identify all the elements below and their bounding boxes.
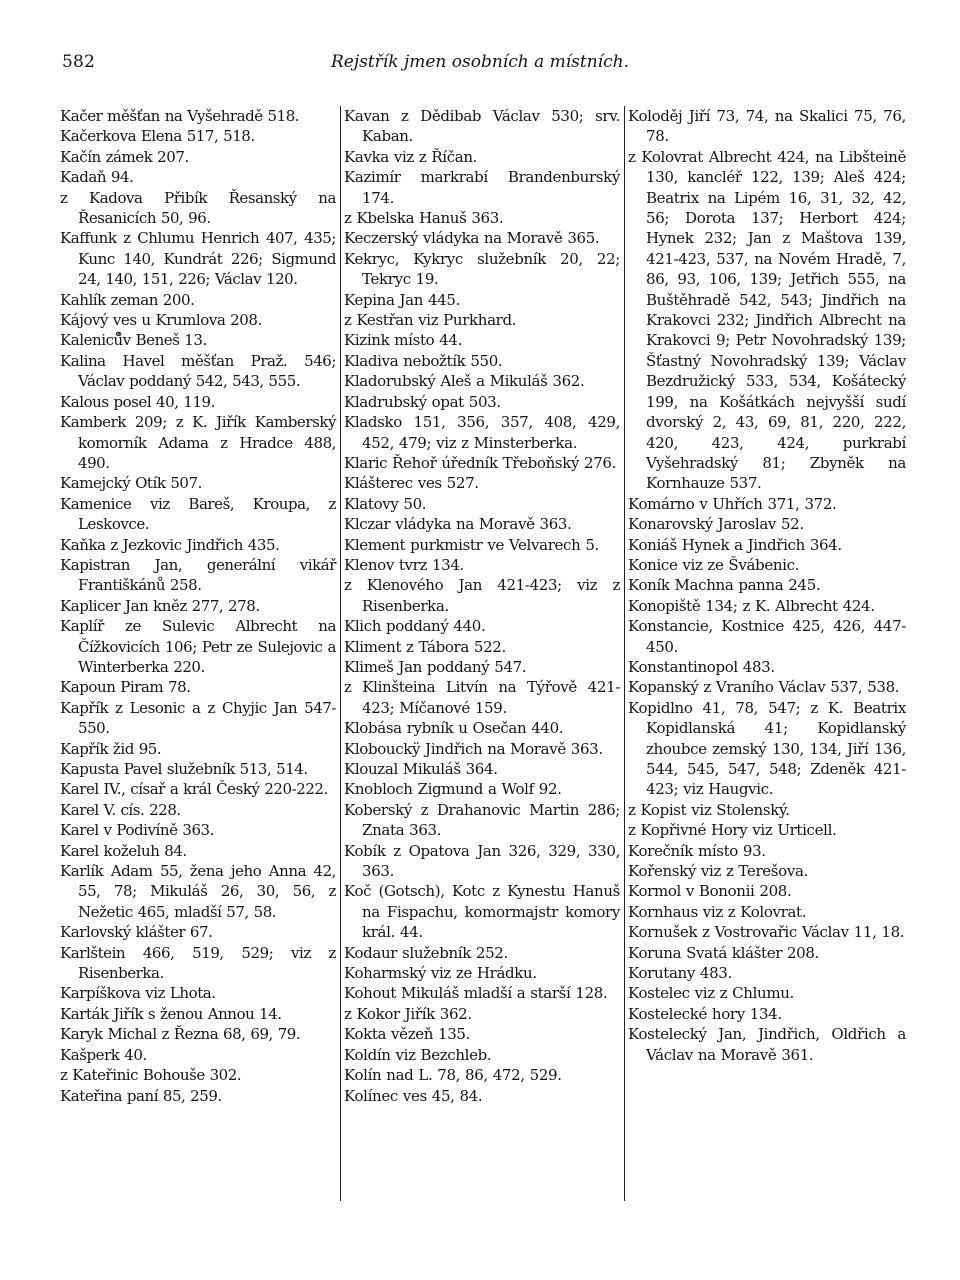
index-entry: Klich poddaný 440.: [344, 617, 486, 636]
index-entry: Klement purkmistr ve Velvarech 5.: [344, 535, 599, 554]
index-entry: Kopidlno 41, 78, 547; z K. Beatrix Kopidlanská 41; Kopidlanský zhoubce zemský 130, 134, Jiří 136, 544, 545, 547, 548; Zdeněk 421-423; viz Haugvic.: [628, 698, 906, 799]
index-entry: Klobouckÿ Jindřich na Moravě 363.: [344, 739, 603, 758]
index-entry: Kaffunk z Chlumu Henrich 407, 435; Kunc 140, Kundrát 226; Sigmund 24, 140, 151, 226; Václav 120.: [60, 229, 336, 289]
index-entry: Klenov tvrz 134.: [344, 555, 464, 574]
index-entry: Klimeš Jan poddaný 547.: [344, 657, 527, 676]
index-entry: Kamenice viz Bareš, Kroupa, z Leskovce.: [60, 494, 336, 534]
index-columns: [60, 106, 906, 1206]
index-entry: Komárno v Uhřích 371, 372.: [628, 494, 837, 513]
index-entry: Karlovský klášter 67.: [60, 923, 213, 942]
index-entry: Kavan z Dědibab Václav 530; srv. Kaban.: [344, 107, 620, 146]
index-entry: Kačer měšťan na Vyšehradě 518.: [60, 107, 300, 125]
index-entry: Kolínec ves 45, 84.: [344, 1086, 483, 1105]
index-entry: Kateřina paní 85, 259.: [60, 1086, 222, 1105]
index-entry: Kapistran Jan, generální vikář Františkánů 258.: [60, 555, 336, 595]
index-entry: Koldín viz Bezchleb.: [344, 1045, 492, 1064]
index-entry: Konstancie, Kostnice 425, 426, 447-450.: [628, 617, 906, 656]
index-entry: Kladiva nebožtík 550.: [344, 351, 503, 370]
index-entry: z Kopřivné Hory viz Urticell.: [628, 821, 837, 840]
index-entry: Kamberk 209; z K. Jiřík Kamberský komorník Adama z Hradce 488, 490.: [60, 413, 336, 472]
index-column-1: [60, 106, 336, 1202]
index-entry: Klatovy 50.: [344, 494, 427, 513]
index-entry: Kladrubský opat 503.: [344, 392, 501, 411]
index-entry: Koč (Gotsch), Kotc z Kynestu Hanuš na Fispachu, komormajstr komory král. 44.: [344, 882, 620, 942]
index-entry: Kostelecký Jan, Jindřich, Oldřich a Václav na Moravě 361.: [628, 1025, 906, 1064]
index-entry: Klouzal Mikuláš 364.: [344, 760, 498, 778]
running-title: Rejstřík jmen osobních a místních.: [330, 52, 629, 72]
index-entry: z Kbelska Hanuš 363.: [344, 209, 504, 228]
index-entry: Karel v Podivíně 363.: [60, 821, 214, 840]
index-entry: z Kopist viz Stolenský.: [628, 800, 790, 819]
index-entry: Kaplíř ze Sulevic Albrecht na Čížkovicích 106; Petr ze Sulejovic a Winterberka 220.: [60, 617, 336, 676]
index-entry: Konarovský Jaroslav 52.: [628, 515, 804, 534]
index-entry: Kapřík žid 95.: [60, 739, 162, 758]
index-entry: Knobloch Zigmund a Wolf 92.: [344, 780, 562, 799]
index-entry: Konstantinopol 483.: [628, 657, 775, 676]
index-entry: Kadaň 94.: [60, 168, 134, 187]
page-number: 582: [62, 52, 96, 72]
index-entry: Koník Machna panna 245.: [628, 576, 821, 595]
index-entry: Klášterec ves 527.: [344, 474, 479, 493]
index-column-3: [628, 106, 906, 1202]
index-entry: z Klenového Jan 421-423; viz z Risenberka.: [344, 576, 620, 615]
index-column-2: [344, 106, 620, 1202]
index-entry: Karpíškova viz Lhota.: [60, 984, 216, 1003]
index-entry: Klaric Řehoř úředník Třeboňský 276.: [344, 453, 617, 472]
index-entry: Kapřík z Lesonic a z Chyjic Jan 547-550.: [60, 698, 336, 738]
index-entry: Koloděj Jiří 73, 74, na Skalici 75, 76, 78.: [628, 107, 906, 146]
index-entry: Kohout Mikuláš mladší a starší 128.: [344, 984, 608, 1003]
index-entry: Koruna Svatá klášter 208.: [628, 943, 819, 962]
index-entry: Kodaur služebník 252.: [344, 943, 508, 962]
index-entry: Konopiště 134; z K. Albrecht 424.: [628, 596, 875, 615]
index-entry: z Kadova Přibík Řesanský na Řesanicích 50, 96.: [60, 188, 336, 228]
index-entry: Kormol v Bononii 208.: [628, 882, 792, 901]
index-entry: z Kokor Jiřík 362.: [344, 1004, 472, 1023]
index-entry: Kladsko 151, 356, 357, 408, 429, 452, 479; viz z Minsterberka.: [344, 413, 620, 452]
index-entry: Kaleniců̊v Beneš 13.: [60, 331, 207, 350]
index-entry: z Kestřan viz Purkhard.: [344, 311, 517, 330]
index-entry: Kladorubský Aleš a Mikuláš 362.: [344, 372, 585, 391]
index-entry: z Kateřinic Bohouše 302.: [60, 1066, 242, 1085]
index-entry: Kostelec viz z Chlumu.: [628, 984, 794, 1003]
index-entry: Keczerský vládyka na Moravě 365.: [344, 229, 600, 248]
index-entry: Karel IV., císař a král Český 220-222.: [60, 780, 328, 799]
index-entry: Kopanský z Vraního Václav 537, 538.: [628, 678, 900, 697]
index-entry: Kekryc, Kykryc služebník 20, 22; Tekryc 19.: [344, 249, 620, 289]
page-header: [62, 52, 898, 82]
index-entry: Kornušek z Vostrovařic Václav 11, 18.: [628, 923, 905, 942]
index-entry: Karyk Michal z Řezna 68, 69, 79.: [60, 1025, 301, 1044]
index-entry: Koberský z Drahanovic Martin 286; Znata 363.: [344, 800, 620, 840]
index-entry: Karták Jiřík s ženou Annou 14.: [60, 1004, 282, 1023]
index-entry: Kapusta Pavel služebník 513, 514.: [60, 760, 308, 778]
index-entry: Kazimír markrabí Brandenburský 174.: [344, 168, 620, 207]
index-entry: Koharmský viz ze Hrádku.: [344, 964, 537, 983]
index-entry: Kobík z Opatova Jan 326, 329, 330, 363.: [344, 841, 620, 881]
index-entry: Kizink místo 44.: [344, 331, 463, 350]
index-entry: Kornhaus viz z Kolovrat.: [628, 902, 807, 921]
index-entry: Koniáš Hynek a Jindřich 364.: [628, 535, 842, 554]
index-entry: Kamejcký Otík 507.: [60, 474, 202, 493]
index-entry: Karlík Adam 55, žena jeho Anna 42, 55, 78; Mikuláš 26, 30, 56, z Nežetic 465, mladší 57, 58.: [60, 862, 336, 921]
index-entry: Kolín nad L. 78, 86, 472, 529.: [344, 1066, 562, 1085]
index-entry: Kačín zámek 207.: [60, 147, 189, 166]
index-entry: Kaňka z Jezkovic Jindřich 435.: [60, 535, 280, 554]
column-divider: [624, 106, 625, 1201]
index-entry: Kořenský viz z Terešova.: [628, 862, 808, 881]
index-entry: Kalina Havel měšťan Praž. 546; Václav poddaný 542, 543, 555.: [60, 351, 336, 391]
index-entry: Karel koželuh 84.: [60, 841, 187, 860]
index-entry: Kačerkova Elena 517, 518.: [60, 127, 255, 146]
index-entry: Korečník místo 93.: [628, 841, 766, 860]
index-entry: Kepina Jan 445.: [344, 290, 460, 309]
index-entry: Karlštein 466, 519, 529; viz z Risenberka.: [60, 943, 336, 983]
index-entry: Karel V. cís. 228.: [60, 800, 181, 819]
index-entry: Kahlík zeman 200.: [60, 290, 195, 309]
index-entry: Klobása rybník u Osečan 440.: [344, 719, 564, 738]
index-entry: Kašperk 40.: [60, 1045, 147, 1064]
index-entry: z Klinšteina Litvín na Týřově 421-423; Míčanové 159.: [344, 678, 620, 717]
index-entry: z Kolovrat Albrecht 424, na Libšteině 130, kancléř 122, 139; Aleš 424; Beatrix na Lipém 16, 31, 32, 42, 56; Dorota 137; Herbort 424; Hynek 232; Jan z Maštova 139, 421-423, 537, na Novém Hradě, 7, 86, 93, 106, 139; Jetřich 555, na Buštěhradě 542, 543; Jindřich na Krakovci 232; Jindřich Albrecht na Krakovci 9; Petr Novohradský 139; Šťastný Novohradský 139; Václav Bezdružický 533, 534, Košátecký 199, na Košátkách nejvyšší sudí dvorský 2, 43, 69, 81, 220, 222, 420, 423, 424, purkrabí Vyšehradský 81; Zbyněk na Kornhauze 537.: [628, 147, 906, 493]
index-entry: Kájový ves u Krumlova 208.: [60, 311, 262, 330]
index-entry: Kalous posel 40, 119.: [60, 392, 215, 411]
index-entry: Kliment z Tábora 522.: [344, 637, 506, 656]
index-entry: Kapoun Piram 78.: [60, 678, 191, 697]
index-entry: Kokta vězeň 135.: [344, 1025, 471, 1044]
index-entry: Kaplicer Jan kněz 277, 278.: [60, 596, 260, 615]
index-entry: Klczar vládyka na Moravě 363.: [344, 515, 572, 534]
index-entry: Konice viz ze Švábenic.: [628, 555, 800, 574]
index-entry: Kostelecké hory 134.: [628, 1004, 782, 1023]
index-entry: Korutany 483.: [628, 964, 732, 983]
column-divider: [340, 106, 341, 1201]
index-entry: Kavka viz z Říčan.: [344, 147, 478, 166]
